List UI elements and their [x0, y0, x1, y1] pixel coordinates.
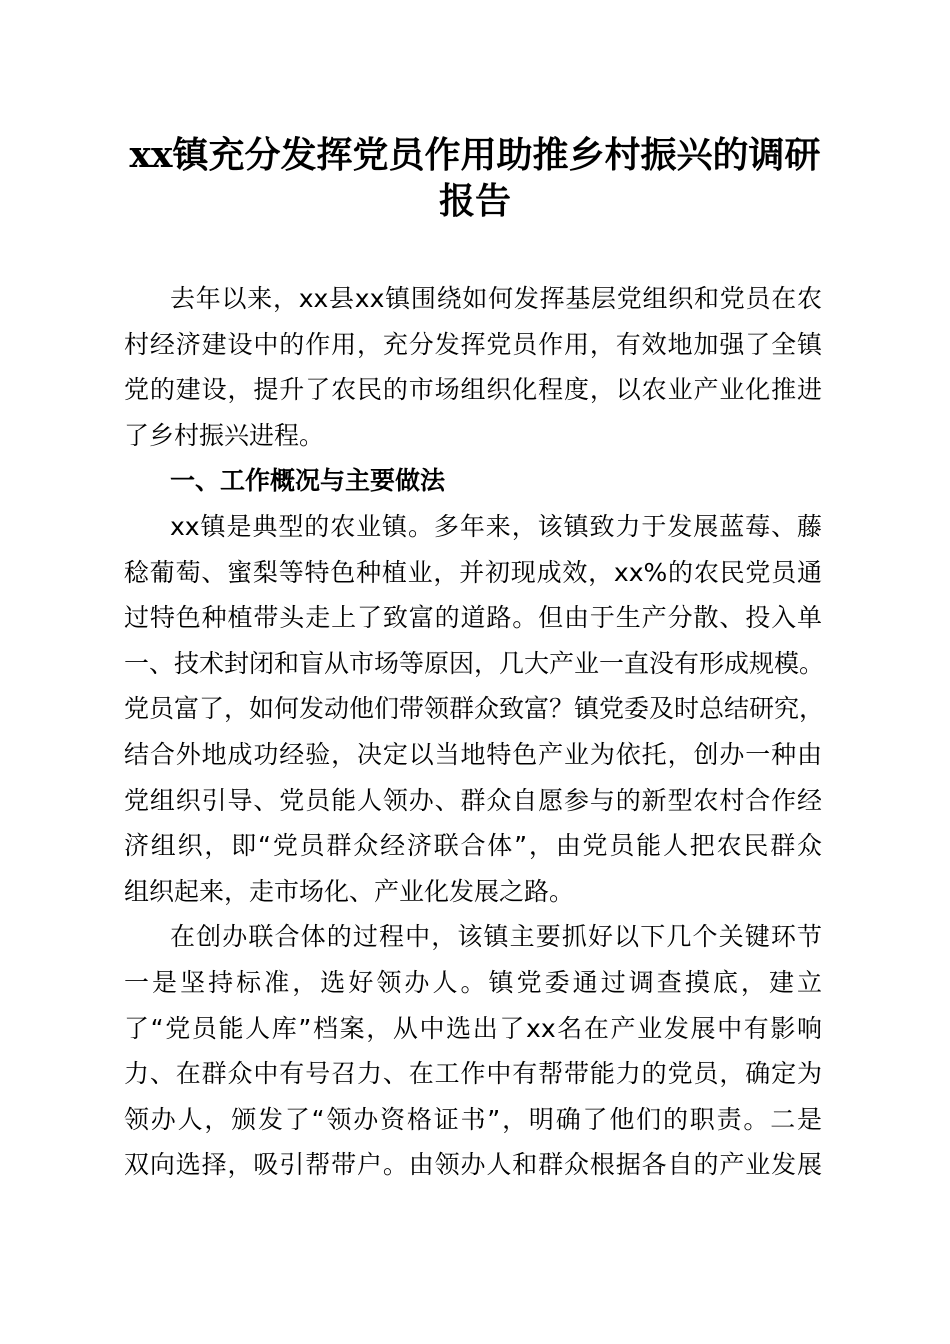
paragraph-3-line: 了“党员能人库”档案，从中选出了xx名在产业发展中有影响 [124, 1013, 822, 1043]
paragraph-2-line: 一、技术封闭和盲从市场等原因，几大产业一直没有形成规模。 [124, 648, 825, 678]
paragraph-2-line: 组织起来，走市场化、产业化发展之路。 [124, 876, 575, 906]
title-line-1: xx镇充分发挥党员作用助推乡村振兴的调研 [129, 134, 821, 176]
title-line-2: 报告 [438, 180, 511, 222]
paragraph-2-line: xx镇是典型的农业镇。多年来，该镇致力于发展蓝莓、藤 [170, 511, 822, 541]
paragraph-1-line: 村经济建设中的作用，充分发挥党员作用，有效地加强了全镇 [124, 329, 822, 359]
paragraph-1-line: 去年以来，xx县xx镇围绕如何发挥基层党组织和党员在农 [170, 284, 822, 313]
paragraph-3-line: 力、在群众中有号召力、在工作中有帮带能力的党员，确定为 [124, 1059, 822, 1089]
section-heading: 一、工作概况与主要做法 [170, 466, 446, 496]
paragraph-3-line: 领办人，颁发了“领办资格证书”，明确了他们的职责。二是 [124, 1104, 822, 1134]
paragraph-1-line: 党的建设，提升了农民的市场组织化程度，以农业产业化推进 [124, 375, 822, 405]
paragraph-2-line: 结合外地成功经验，决定以当地特色产业为依托，创办一种由 [124, 739, 822, 769]
paragraph-2-line: 过特色种植带头走上了致富的道路。但由于生产分散、投入单 [124, 603, 822, 633]
paragraph-1-line: 了乡村振兴进程。 [124, 420, 325, 450]
paragraph-3-line: 双向选择，吸引帮带户。由领办人和群众根据各自的产业发展 [124, 1150, 822, 1180]
paragraph-3-line: 一是坚持标准，选好领办人。镇党委通过调查摸底，建立 [124, 967, 822, 997]
document-title [100, 132, 850, 224]
paragraph-3-line: 在创办联合体的过程中，该镇主要抓好以下几个关键环节 [170, 922, 822, 952]
paragraph-2-line: 党组织引导、党员能人领办、群众自愿参与的新型农村合作经 [124, 785, 822, 815]
document-body [124, 276, 825, 1188]
paragraph-2-line: 济组织，即“党员群众经济联合体”，由党员能人把农民群众 [124, 831, 822, 861]
paragraph-2-line: 稔葡萄、蜜梨等特色种植业，并初现成效，xx%的农民党员通 [124, 557, 822, 587]
paragraph-2-line: 党员富了，如何发动他们带领群众致富？镇党委及时总结研究， [124, 694, 825, 724]
